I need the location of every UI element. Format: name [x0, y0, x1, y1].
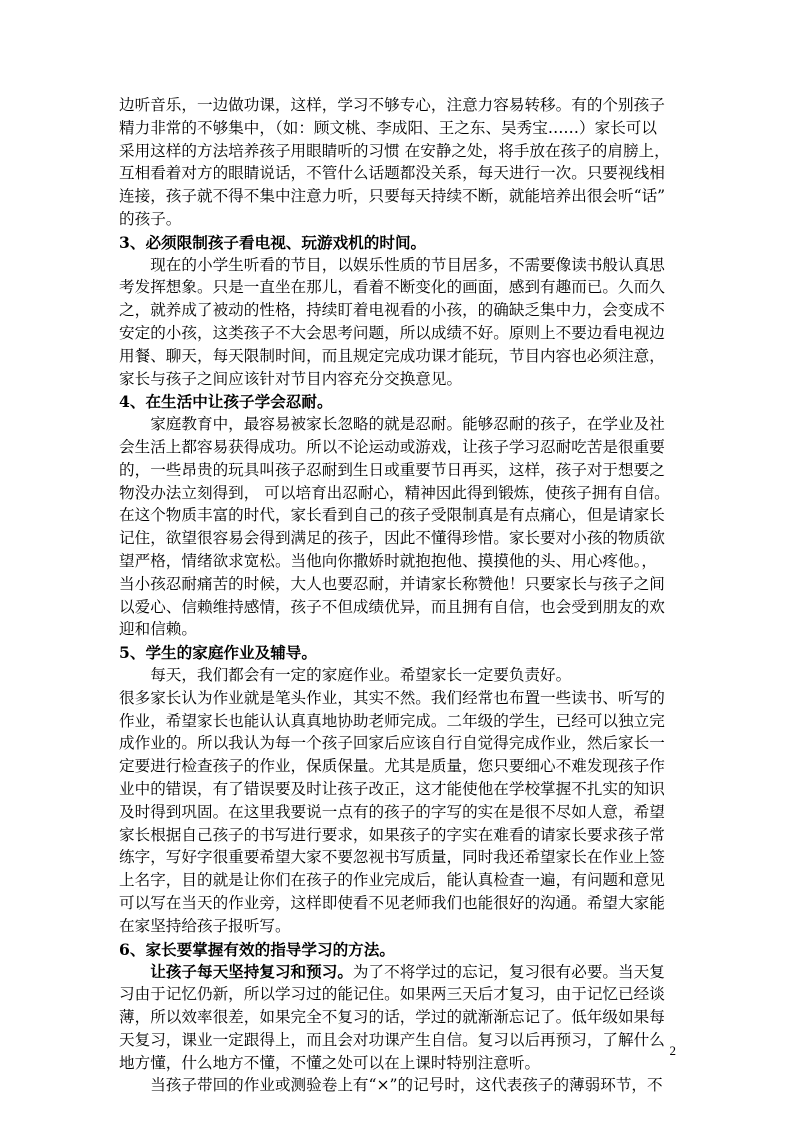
text-line: 可以写在当天的作业旁，这样即使看不见老师我们也能很好的沟通。希望大家能: [119, 894, 665, 912]
page-number: 2: [669, 1043, 676, 1058]
text-line: 薄，所以效率很差，如果完全不复习的话，学过的就渐渐忘记了。低年级如果每: [119, 1008, 665, 1026]
text-line: [119, 960, 679, 983]
text-line: 边听音乐，一边做功课，这样，学习不够专心，注意力容易转移。有的个别孩子: [119, 96, 665, 114]
text-line: 记住，欲望很容易会得到满足的孩子，因此不懂得珍惜。家长要对小孩的物质欲: [119, 529, 665, 548]
text-line: 现在的小学生听看的节目，以娱乐性质的节目居多，不需要像读书般认真思: [119, 255, 665, 274]
text-line: 每天，我们都会有一定的家庭作业。希望家长一定要负责好。: [119, 666, 572, 684]
section-heading: 5、学生的家庭作业及辅导。: [119, 643, 317, 663]
text-line: 家庭教育中，最容易被家长忽略的就是忍耐。能够忍耐的孩子，在学业及社: [119, 415, 665, 434]
lead-phrase: 让孩子每天坚持复习和预习。: [119, 962, 353, 982]
text-line: 用餐、聊天，每天限制时间，而且规定完成功课才能玩，节目内容也必须注意，: [119, 346, 665, 365]
text-line: 的孩子。: [119, 210, 182, 228]
text-line: 家长根据自己孩子的书写进行要求，如果孩子的字实在难看的请家长要求孩子常: [119, 825, 665, 844]
text-line: 当孩子带回的作业或测验卷上有“×”的记号时，这代表孩子的薄弱环节，不: [119, 1076, 663, 1095]
text-line: 练字，写好字很重要希望大家不要忽视书写质量，同时我还希望家长在作业上签: [119, 848, 665, 867]
text-line: 之，就养成了被动的性格，持续盯着电视看的小孩，的确缺乏集中力，会变成不: [119, 301, 665, 320]
text-line: 以爱心、信赖维持感情，孩子不但成绩优异，而且拥有自信，也会受到朋友的欢: [119, 597, 665, 616]
text-line: 及时得到巩固。在这里我要说一点有的孩子的字写的实在是很不尽如人意，希望: [119, 802, 665, 821]
text-line: 精力非常的不够集中，（如：顾文桃、李成阳、王之东、吴秀宝……）家长可以: [119, 118, 657, 137]
text-line: 习由于记忆仍新，所以学习过的能记住。如果两三天后才复习，由于记忆已经谈: [119, 985, 665, 1004]
text-line: 物没办法立刻得到， 可以培育出忍耐心，精神因此得到锻炼，使孩子拥有自信。: [119, 483, 670, 502]
text-line: 安定的小孩，这类孩子不大会思考问题，所以成绩不好。原则上不要边看电视边: [119, 324, 665, 342]
text-line: 互相看着对方的眼睛说话，不管什么话题都没关系，每天进行一次。只要视线相: [119, 164, 665, 183]
text-line: 成作业的。所以我认为每一个孩子回家后应该自行自觉得完成作业，然后家长一: [119, 734, 665, 753]
text-line: 业中的错误，有了错误要及时让孩子改正，这才能使他在学校掌握不扎实的知识: [119, 780, 665, 798]
text-line: 连接，孩子就不得不集中注意力听，只要每天持续不断，就能培养出很会听“话”: [119, 187, 666, 206]
text-line: 望严格，情绪欲求宽松。当他向你撒娇时就抱抱他、摸摸他的头、用心疼他。，: [119, 552, 657, 570]
text-line: 考发挥想象。只是一直坐在那儿，看着不断变化的画面，感到有趣而已。久而久: [119, 278, 665, 297]
text-line: 当小孩忍耐痛苦的时候，大人也要忍耐，并请家长称赞他！只要家长与孩子之间: [119, 574, 665, 593]
section-heading: 3、必须限制孩子看电视、玩游戏机的时间。: [119, 232, 427, 252]
text-line: 天复习，课业一定跟得上，而且会对功课产生自信。复习以后再预习，了解什么: [119, 1030, 665, 1049]
section-heading: 4、在生活中让孩子学会忍耐。: [119, 392, 333, 412]
text-line: 作业，希望家长也能认认真真地协助老师完成。二年级的学生，已经可以独立完: [119, 711, 665, 730]
text-line: 上名字，目的就是让你们在孩子的作业完成后，能认真检查一遍，有问题和意见: [119, 871, 665, 890]
text-line: 会生活上都容易获得成功。所以不论运动或游戏，让孩子学习忍耐吃苦是很重要: [119, 438, 665, 456]
text-line: 的，一些昂贵的玩具叫孩子忍耐到生日或重要节日再买，这样，孩子对于想要之: [119, 460, 665, 479]
text-line: 地方懂，什么地方不懂，不懂之处可以在上课时特别注意听。: [119, 1053, 541, 1072]
text-line: 很多家长认为作业就是笔头作业，其实不然。我们经常也布置一些读书、听写的: [119, 688, 665, 707]
section-heading: 6、家长要掌握有效的指导学习的方法。: [119, 939, 395, 959]
text-line: 定要进行检查孩子的作业，保质保量。尤其是质量，您只要细心不难发现孩子作: [119, 757, 665, 776]
text-line: 家长与孩子之间应该针对节目内容充分交换意见。: [119, 369, 463, 388]
text-line: 迎和信赖。: [119, 620, 197, 639]
text-line: 采用这样的方法培养孩子用眼睛听的习惯 在安静之处，将手放在孩子的肩膀上，: [119, 141, 670, 160]
text-line: 在家坚持给孩子报听写。: [119, 916, 291, 935]
line-rest: 为了不将学过的忘记，复习很有必要。当天复: [352, 963, 665, 982]
text-line: 在这个物质丰富的时代，家长看到自己的孩子受限制真是有点痛心，但是请家长: [119, 506, 665, 525]
